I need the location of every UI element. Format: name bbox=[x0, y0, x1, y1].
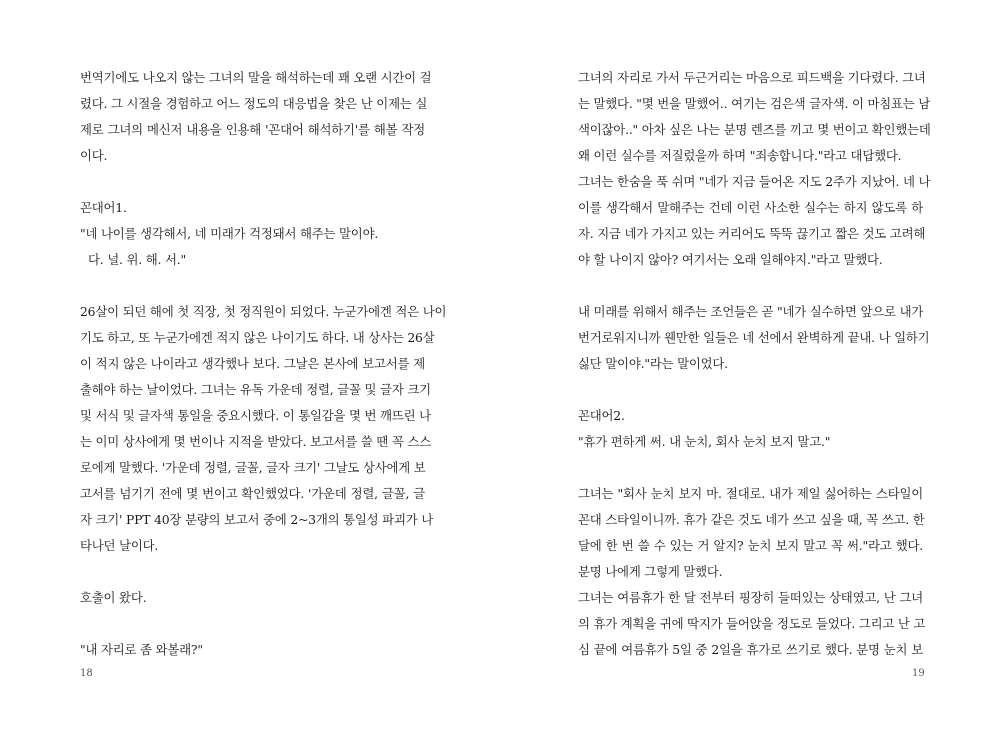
text-line: 번거로워지니까 웬만한 일들은 네 선에서 완벽하게 끝내. 나 일하기 bbox=[578, 330, 930, 345]
text-line: 호출이 왔다. bbox=[80, 590, 147, 605]
paragraph bbox=[578, 65, 931, 273]
text-line: 자 크기' PPT 40장 분량의 보고서 중에 2~3개의 통일성 파괴가 나 bbox=[80, 512, 434, 527]
text-line: 고서를 넘기기 전에 몇 번이고 확인했었다. '가운데 정렬, 글꼴, 글 bbox=[80, 486, 425, 501]
quote-line: 다. 널. 위. 해. 서." bbox=[88, 252, 186, 267]
paragraph bbox=[80, 585, 425, 611]
paragraph bbox=[80, 65, 432, 169]
paragraph-gap bbox=[578, 377, 923, 403]
text-line: 달에 한 번 쓸 수 있는 거 알지? 눈치 보지 말고 꼭 써."라고 했다. bbox=[578, 538, 923, 553]
text-line: 는 이미 상사에게 몇 번이나 지적을 받았다. 보고서를 쓸 땐 꼭 스스 bbox=[80, 434, 431, 449]
section-heading: 꼰대어2. bbox=[578, 408, 625, 423]
quote-line: "네 나이를 생각해서, 네 미래가 걱정돼서 해주는 말이야. bbox=[80, 226, 379, 241]
quote-line: "휴가 편하게 써. 내 눈치, 회사 눈치 보지 말고." bbox=[578, 434, 831, 449]
paragraph-gap bbox=[80, 169, 425, 195]
section-heading: 꼰대어1. bbox=[80, 200, 127, 215]
paragraph bbox=[80, 195, 425, 273]
page-number-left: 18 bbox=[80, 668, 93, 679]
paragraph-gap bbox=[578, 455, 923, 481]
text-line: 의 휴가 계획을 귀에 딱지가 들어앉을 정도로 들었다. 그리고 난 고 bbox=[578, 616, 926, 631]
text-line: 내 미래를 위해서 해주는 조언들은 곧 "네가 실수하면 앞으로 내가 bbox=[578, 304, 924, 319]
right-page bbox=[578, 65, 931, 663]
text-line: 는 말했다. "몇 번을 말했어.. 여기는 검은색 글자색. 이 마침표는 남 bbox=[578, 96, 931, 111]
text-line: 타나던 날이다. bbox=[80, 538, 159, 553]
left-page bbox=[80, 65, 447, 663]
text-line: 그녀는 한숨을 푹 쉬며 "네가 지금 들어온 지도 2주가 지났어. 네 나 bbox=[578, 174, 931, 189]
paragraph bbox=[80, 637, 425, 663]
text-line: 26살이 되던 해에 첫 직장, 첫 정직원이 되었다. 누군가에겐 적은 나이 bbox=[80, 304, 447, 319]
paragraph bbox=[578, 299, 930, 377]
paragraph bbox=[578, 403, 923, 455]
text-line: 심 끝에 여름휴가 5일 중 2일을 휴가로 쓰기로 했다. 분명 눈치 보 bbox=[578, 642, 923, 657]
paragraph-gap bbox=[80, 611, 425, 637]
text-line: 그녀의 자리로 가서 두근거리는 마음으로 피드백을 기다렸다. 그녀 bbox=[578, 70, 926, 85]
text-line: 및 서식 및 글자색 통일을 중요시했다. 이 통일감을 몇 번 깨뜨린 나 bbox=[80, 408, 431, 423]
paragraph bbox=[578, 481, 926, 663]
text-line: 꼰대 스타일이니까. 휴가 같은 것도 네가 쓰고 싶을 때, 꼭 쓰고. 한 bbox=[578, 512, 925, 527]
quote-line: "내 자리로 좀 와볼래?" bbox=[80, 642, 203, 657]
page-number-right: 19 bbox=[912, 668, 925, 679]
text-line: 이를 생각해서 말해주는 건데 이런 사소한 실수는 하지 않도록 하 bbox=[578, 200, 923, 215]
text-line: 번역기에도 나오지 않는 그녀의 말을 해석하는데 꽤 오랜 시간이 걸 bbox=[80, 70, 432, 85]
text-line: 분명 나에게 그렇게 말했다. bbox=[578, 564, 723, 579]
text-line: 렸다. 그 시절을 경험하고 어느 정도의 대응법을 찾은 난 이제는 실 bbox=[80, 96, 428, 111]
text-line: 기도 하고, 또 누군가에겐 적지 않은 나이기도 하다. 내 상사는 26살 bbox=[80, 330, 435, 345]
text-line: 제로 그녀의 메신저 내용을 인용해 '꼰대어 해석하기'를 해볼 작정 bbox=[80, 122, 425, 137]
paragraph-gap bbox=[578, 273, 923, 299]
text-line: 왜 이런 실수를 저질렀을까 하며 "죄송합니다."라고 대답했다. bbox=[578, 148, 902, 163]
paragraph-gap bbox=[80, 559, 425, 585]
text-line: 이 적지 않은 나이라고 생각했나 보다. 그날은 본사에 보고서를 제 bbox=[80, 356, 425, 371]
text-line: 로에게 말했다. '가운데 정렬, 글꼴, 글자 크기' 그날도 상사에게 보 bbox=[80, 460, 426, 475]
paragraph-gap bbox=[80, 273, 425, 299]
text-line: 자. 지금 네가 가지고 있는 커리어도 뚝뚝 끊기고 짧은 것도 고려해 bbox=[578, 226, 926, 241]
text-line: 색이잖아.." 아차 싶은 나는 분명 렌즈를 끼고 몇 번이고 확인했는데 bbox=[578, 122, 931, 137]
text-line: 그녀는 여름휴가 한 달 전부터 핑장히 들떠있는 상태였고, 난 그녀 bbox=[578, 590, 923, 605]
paragraph bbox=[80, 299, 447, 559]
text-line: 이다. bbox=[80, 148, 108, 163]
text-line: 그녀는 "회사 눈치 보지 마. 절대로. 내가 제일 싫어하는 스타일이 bbox=[578, 486, 923, 501]
text-line: 야 할 나이지 않아? 여기서는 오래 일해야지."라고 말했다. bbox=[578, 252, 883, 267]
text-line: 싫단 말이야."라는 말이었다. bbox=[578, 356, 728, 371]
text-line: 출해야 하는 날이었다. 그녀는 유독 가운데 정렬, 글꼴 및 글자 크기 bbox=[80, 382, 431, 397]
